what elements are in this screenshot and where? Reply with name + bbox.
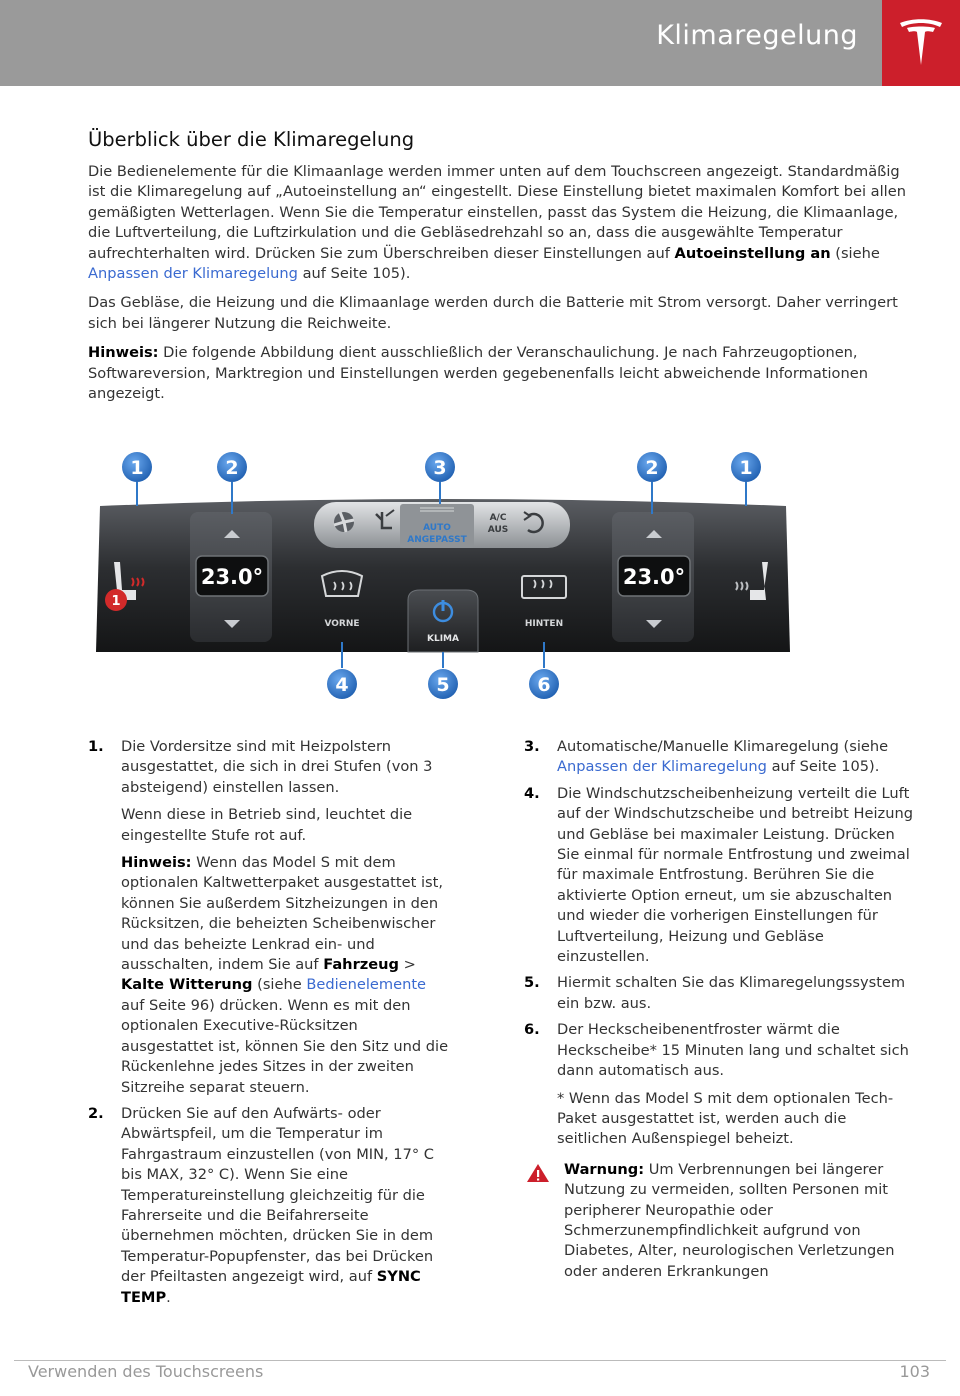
item-number: 5. <box>524 974 540 992</box>
item-sub-text: Wenn diese in Betrieb sind, leuchtet die eingestellte Stufe rot auf. <box>121 806 413 844</box>
footer-divider <box>14 1360 946 1361</box>
legend-item-5 <box>524 973 920 1014</box>
link-adjust-climate-2[interactable]: Anpassen der Klimaregelung <box>557 758 767 776</box>
legend-item-1 <box>88 737 453 1098</box>
page-number: 103 <box>899 1362 930 1381</box>
callout-3 <box>425 452 455 482</box>
rear-defrost-label: HINTEN <box>524 619 564 629</box>
item-text <box>557 737 920 778</box>
svg-text:1: 1 <box>130 457 144 479</box>
callout-5 <box>428 669 458 699</box>
climate-power-button[interactable] <box>408 590 478 652</box>
item-text <box>121 1104 453 1308</box>
note-text-3: auf Seite 96) drücken. Wenn es mit den optionalen Executive-Rücksitzen ausgestattet ist, können Sie den Sitz und die Rückenlehne jedes Sitzes in der zweiten Sitzreihe separat steuern. <box>121 996 449 1096</box>
auto-label: AUTO <box>423 523 451 533</box>
adjusted-label: ANGEPASST <box>407 535 467 545</box>
item-number: 2. <box>88 1104 104 1122</box>
tesla-logo-icon <box>898 17 944 69</box>
warning-text: Um Verbrennungen bei längerer Nutzung zu vermeiden, sollten Personen mit peripherer Neuropathie oder Schmerzunempfindlichkeit aufgrund von Diabetes, Alter, neurologischen Verletzungen oder anderen Erkrankungen <box>564 1160 895 1280</box>
section-title: Überblick über die Klimaregelung <box>88 128 415 151</box>
svg-text:1: 1 <box>739 457 753 479</box>
item-text-end: . <box>166 1288 171 1306</box>
intro-paragraph <box>88 162 920 284</box>
warning-label: Warnung: <box>564 1160 645 1178</box>
intro-section <box>88 128 920 413</box>
legend-item-4 <box>524 784 920 968</box>
legend-column-left <box>88 737 453 1314</box>
left-temp-value: 23.0° <box>200 565 264 589</box>
item-text-body: Automatische/Manuelle Klimaregelung (siehe <box>557 738 889 755</box>
item-note <box>121 853 453 1098</box>
intro-text: Die Bedienelemente für die Klimaanlage werden immer unten auf dem Touchscreen angezeigt. Standardmäßig ist die Klimaregelung auf „Autoeinstellung an“ eingestellt. Diese Einstellung bietet maximalen Komfort bei allen gemäßigten Wetterlagen. Wenn Sie die Temperatur einstellen, passt das System die Heizung, die Klimaanlage, die Luftverteilung, die Luftzirkulation und die Gebläsedrehzahl so an, dass die ausgewählte Temperatur aufrechterhalten wird. Drücken Sie zum Überschreiben dieser Einstellungen auf <box>88 163 906 262</box>
ac-off-label: AUS <box>487 525 509 535</box>
tesla-logo <box>882 0 960 86</box>
menu-separator: > <box>403 956 416 974</box>
item-sub-text: * Wenn das Model S mit dem optionalen Tech-Paket ausgestattet ist, werden auch die seitlichen Außenspiegel beheizt. <box>557 1089 894 1148</box>
auto-mode-button[interactable] <box>400 504 474 548</box>
chapter-title: Klimaregelung <box>656 20 858 51</box>
item-text: Der Heckscheibenentfroster wärmt die Heckscheibe* 15 Minuten lang und schaltet sich dann automatisch aus. <box>557 1021 909 1080</box>
note-text: Wenn das Model S mit dem optionalen Kaltwetterpaket ausgestattet ist, können Sie außerdem Sitzheizungen in den Rücksitzen, die beheizten Scheibenwischer und das beheizte Lenkrad ein- und ausschalten, indem Sie auf <box>121 854 443 974</box>
callout-2-right <box>637 452 667 482</box>
item-text: Hiermit schalten Sie das Klimaregelungssystem ein bzw. aus. <box>557 974 906 1012</box>
svg-text:6: 6 <box>537 674 551 696</box>
intro-text-2: (siehe <box>835 244 880 262</box>
legend-column-right <box>524 737 920 1282</box>
callout-2-left <box>217 452 247 482</box>
link-adjust-climate[interactable]: Anpassen der Klimaregelung <box>88 265 298 283</box>
left-temp-control[interactable] <box>190 512 272 642</box>
svg-text:5: 5 <box>436 674 450 696</box>
legend-item-2 <box>88 1104 453 1308</box>
note-text: Die folgende Abbildung dient ausschließlich der Veranschaulichung. Je nach Fahrzeugoptionen, Softwareversion, Marktregion und Einstellungen werden gegebenenfalls leicht abweichende Informationen angezeigt. <box>88 344 868 403</box>
warning-icon <box>526 1163 550 1183</box>
legend-item-6 <box>524 1020 920 1149</box>
menu-vehicle: Fahrzeug <box>323 956 399 974</box>
sync-temp-term: SYNC TEMP <box>121 1268 421 1306</box>
right-temp-control[interactable] <box>612 512 694 642</box>
svg-text:4: 4 <box>335 674 349 696</box>
item-number: 6. <box>524 1021 540 1039</box>
auto-setting-term: Autoeinstellung an <box>674 244 831 262</box>
svg-text:2: 2 <box>645 457 659 479</box>
item-text: Die Vordersitze sind mit Heizpolstern ausgestattet, die sich in drei Stufen (von 3 absteigend) einstellen lassen. <box>121 738 433 796</box>
callout-1-left <box>122 452 152 482</box>
note-paragraph <box>88 343 920 404</box>
item-text-body: Drücken Sie auf den Aufwärts- oder Abwärtspfeil, um die Temperatur im Fahrgastraum einzustellen (von MIN, 17° C bis MAX, 32° C). Wenn Sie eine Temperatureinstellung gleichzeitig für die Fahrerseite und die Beifahrerseite übernehmen möchten, drücken Sie in dem Temperatur-Popupfenster, das bei Drücken der Pfeiltasten angezeigt wird, auf <box>121 1104 434 1286</box>
intro-text-3: auf Seite 105). <box>302 265 411 283</box>
front-defrost-label: VORNE <box>324 619 360 629</box>
item-text: Die Windschutzscheibenheizung verteilt die Luft auf der Windschutzscheibe und betreibt Heizung und Gebläse bei maximaler Leistung. Drücken Sie einmal für normale Entfrostung und zweimal für maximale Entfrostung. Berühren Sie die aktivierte Option erneut, um sie abzuschalten und wieder die vorherigen Einstellungen für Luftverteilung, Heizung und Gebläse einzustellen. <box>557 784 913 966</box>
svg-text:3: 3 <box>433 457 447 479</box>
battery-paragraph: Das Gebläse, die Heizung und die Klimaanlage werden durch die Batterie mit Strom versorgt. Daher verringert sich bei längerer Nutzung die Reichweite. <box>88 294 898 332</box>
menu-cold-weather: Kalte Witterung <box>121 976 253 994</box>
seat-heat-level: 1 <box>111 594 121 609</box>
callout-4 <box>327 669 357 699</box>
note-label: Hinweis: <box>88 344 159 362</box>
link-controls[interactable]: Bedienelemente <box>306 976 427 994</box>
footer-section-name: Verwenden des Touchscreens <box>28 1362 264 1381</box>
item-number: 1. <box>88 738 104 755</box>
svg-text:2: 2 <box>225 457 239 479</box>
climate-control-figure <box>90 440 796 710</box>
callout-1-right <box>731 452 761 482</box>
item-text-end: auf Seite 105). <box>771 758 880 776</box>
note-label: Hinweis: <box>121 854 192 872</box>
item-number: 4. <box>524 784 540 802</box>
legend-item-3 <box>524 737 920 778</box>
power-label: KLIMA <box>427 634 459 644</box>
page-header <box>0 0 960 86</box>
ac-label: A/C <box>489 513 507 523</box>
right-temp-value: 23.0° <box>622 565 686 589</box>
warning-box <box>524 1160 920 1282</box>
item-number: 3. <box>524 738 540 755</box>
fan-icon[interactable] <box>334 512 354 532</box>
callout-6 <box>529 669 559 699</box>
note-text-2: (siehe <box>257 976 302 994</box>
